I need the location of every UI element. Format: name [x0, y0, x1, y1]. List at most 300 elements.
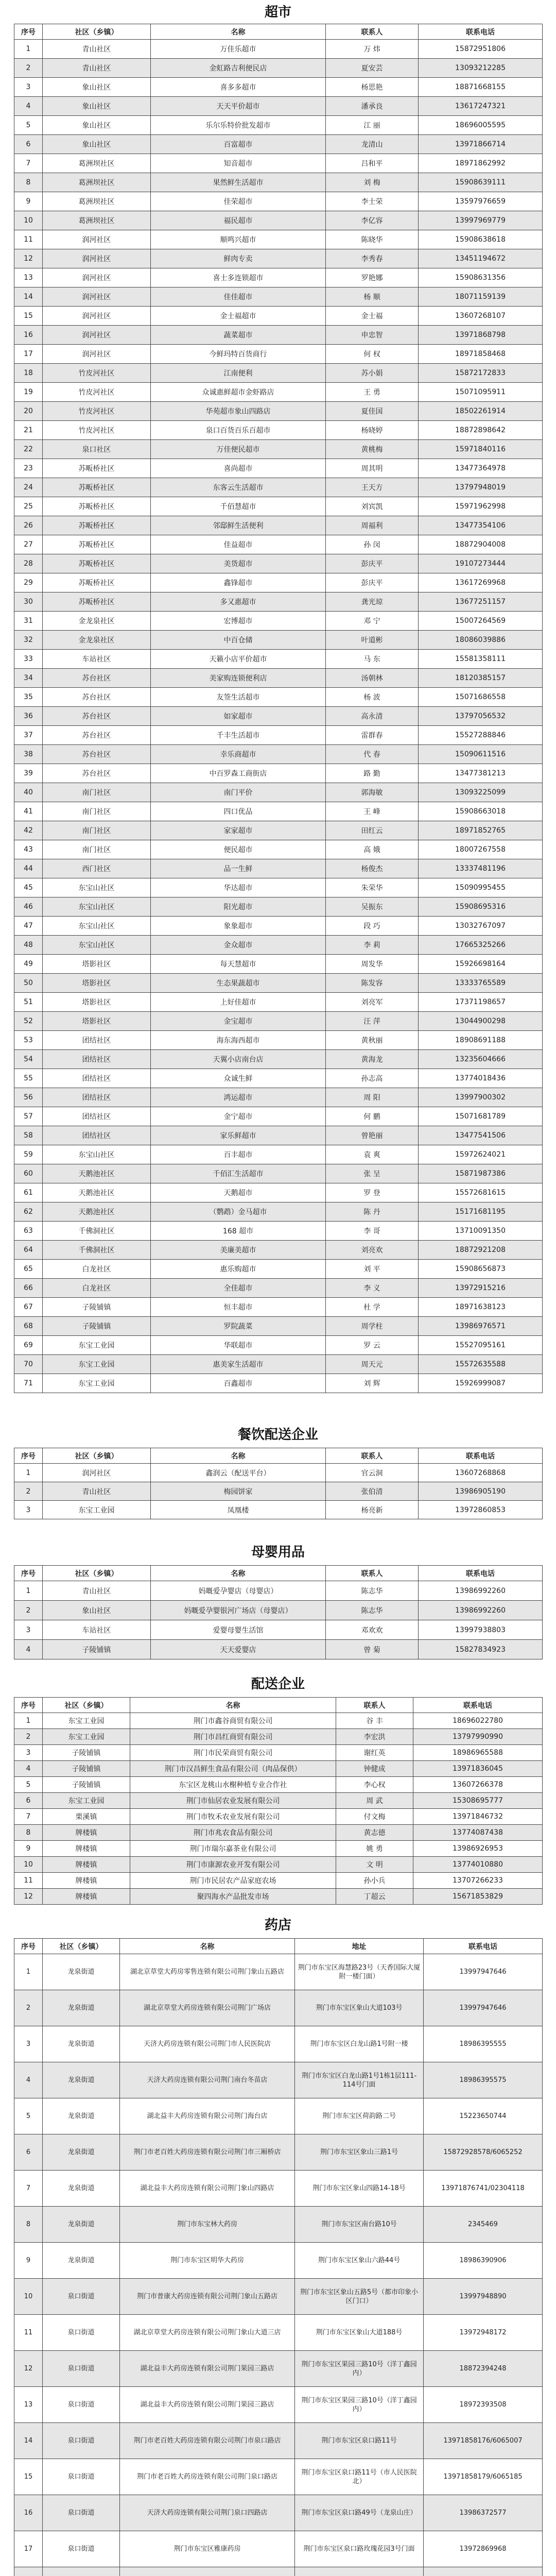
cell-phone: 15527095161	[419, 1336, 543, 1355]
cell-phone: 15908639111	[419, 173, 543, 192]
cell-phone: 13997969779	[419, 211, 543, 230]
table-row	[14, 1990, 543, 2026]
cell-phone: 13797948019	[419, 478, 543, 497]
table-row	[14, 612, 543, 631]
cell-name: 中百仓储	[151, 631, 326, 650]
cell-phone: 18120385157	[419, 669, 543, 688]
column-header: 社区（乡镇）	[43, 24, 151, 40]
cell-contact: 陈志华	[326, 1601, 419, 1620]
cell-index: 40	[14, 783, 43, 802]
cell-phone: 13986926953	[413, 1841, 543, 1857]
cell-name: 妈嘅爱孕婴店（母婴店）	[151, 1581, 326, 1601]
cell-index: 66	[14, 1279, 43, 1298]
cell-contact: 代 春	[326, 745, 419, 764]
table-row	[14, 478, 543, 497]
column-header: 名称	[120, 1939, 295, 1954]
cell-contact: 曾 菊	[326, 1640, 419, 1659]
cell-name: 友签生活超市	[151, 688, 326, 707]
cell-contact: 江 丽	[326, 116, 419, 135]
table-row	[14, 1183, 543, 1202]
cell-name: 生态果蔬超市	[151, 974, 326, 993]
cell-contact: 周福利	[326, 516, 419, 535]
column-header: 联系人	[326, 1448, 419, 1464]
cell-phone: 13677251157	[419, 592, 543, 612]
cell-community: 苏畈桥社区	[43, 459, 151, 478]
table-row	[14, 2243, 543, 2279]
table-row	[14, 1088, 543, 1107]
cell-phone: 13971858179/6065185	[424, 2459, 543, 2495]
cell-index: 8	[14, 2207, 43, 2243]
table-row	[14, 230, 543, 249]
table-row	[14, 173, 543, 192]
cell-contact: 周 阳	[326, 1088, 419, 1107]
cell-phone: 15581358111	[419, 650, 543, 669]
cell-phone: 13986905190	[419, 1482, 543, 1501]
cell-name: 恒丰超市	[151, 1298, 326, 1317]
column-header: 序号	[14, 24, 43, 40]
cell-phone: 13971836045	[413, 1761, 543, 1777]
catering-table	[14, 1448, 543, 1519]
cell-index: 10	[14, 1857, 43, 1873]
cell-name: 全佳超市	[151, 1279, 326, 1298]
cell-community: 青山社区	[43, 1581, 151, 1601]
cell-community: 润河社区	[43, 249, 151, 268]
cell-index: 1	[14, 1581, 43, 1601]
cell-contact: 刘 平	[326, 1260, 419, 1279]
cell-contact: 叶道彬	[326, 631, 419, 650]
cell-community: 东宝工业园	[43, 1713, 130, 1729]
cell-index: 57	[14, 1107, 43, 1126]
cell-community: 竹皮河社区	[43, 421, 151, 440]
cell-index: 55	[14, 1069, 43, 1088]
cell-phone: 13972860853	[419, 1501, 543, 1519]
cell-name: 美货超市	[151, 554, 326, 573]
cell-contact: 张 呈	[326, 1164, 419, 1183]
cell-name: 千佰慧超市	[151, 497, 326, 516]
cell-name: 荆门市普康大药房连锁有限公司荆门象山五路店	[120, 2279, 295, 2315]
cell-name: 家乐鲜超市	[151, 1126, 326, 1145]
cell-index: 9	[14, 2243, 43, 2279]
cell-phone: 2345469	[424, 2207, 543, 2243]
cell-index: 65	[14, 1260, 43, 1279]
cell-name: 四口优品	[151, 802, 326, 821]
cell-community: 泉口街道	[43, 2351, 120, 2387]
cell-name: 金宁超市	[151, 1107, 326, 1126]
cell-community: 团结社区	[43, 1069, 151, 1088]
cell-phone: 13986992260	[419, 1601, 543, 1620]
cell-contact: 杨俊杰	[326, 859, 419, 878]
cell-name: 罗院蔬菜	[151, 1317, 326, 1336]
cell-community: 牌楼镇	[43, 1825, 130, 1841]
cell-community: 东宝工业园	[43, 1374, 151, 1393]
cell-index: 36	[14, 707, 43, 726]
cell-phone: 19107273444	[419, 554, 543, 573]
cell-index: 12	[14, 1889, 43, 1905]
cell-contact: 荆门市东宝区南台路10号	[295, 2207, 424, 2243]
cell-community: 青山社区	[43, 59, 151, 78]
baby-table	[14, 1565, 543, 1659]
cell-contact: 张伯清	[326, 1482, 419, 1501]
cell-community: 竹皮河社区	[43, 364, 151, 383]
cell-name: 品一生鲜	[151, 859, 326, 878]
cell-name: 众诚惠鲜超市金虾路店	[151, 383, 326, 402]
cell-name: 鑫润云（配送平台）	[151, 1464, 326, 1482]
cell-index: 41	[14, 802, 43, 821]
cell-index: 14	[14, 287, 43, 307]
table-row	[14, 802, 543, 821]
table-row	[14, 1761, 543, 1777]
cell-contact: 荆门市东宝区白龙山路1号1栋1层111-114号门面	[295, 2062, 424, 2098]
cell-contact: 荆门市东宝区白龙山路1号附一楼	[295, 2026, 424, 2062]
cell-index: 12	[14, 249, 43, 268]
cell-phone	[424, 2567, 543, 2576]
table-row	[14, 2098, 543, 2134]
cell-phone: 13093212285	[419, 59, 543, 78]
cell-contact: 姚 勇	[336, 1841, 413, 1857]
cell-index: 4	[14, 2062, 43, 2098]
cell-index: 7	[14, 154, 43, 173]
cell-phone: 15908656873	[419, 1260, 543, 1279]
table-row	[14, 211, 543, 230]
cell-contact: 杨亮新	[326, 1501, 419, 1519]
table-row	[14, 669, 543, 688]
cell-name	[120, 2567, 295, 2576]
cell-contact: 周发华	[326, 955, 419, 974]
cell-community: 竹皮河社区	[43, 383, 151, 402]
cell-phone: 15871987386	[419, 1164, 543, 1183]
cell-index: 15	[14, 2459, 43, 2495]
table-row	[14, 535, 543, 554]
cell-phone: 18696005595	[419, 116, 543, 135]
cell-index: 47	[14, 917, 43, 936]
table-row	[14, 2062, 543, 2098]
cell-contact: 周其明	[326, 459, 419, 478]
column-header: 社区（乡镇）	[43, 1939, 120, 1954]
cell-community: 东宝山社区	[43, 917, 151, 936]
cell-contact: 杨思艳	[326, 78, 419, 97]
cell-community: 泉口街道	[43, 2495, 120, 2531]
cell-name: 湖北京草堂大药房连锁有限公司荆门广场店	[120, 1990, 295, 2026]
pharmacy-table	[14, 1938, 543, 2576]
cell-phone: 15671853829	[413, 1889, 543, 1905]
cell-name: 鑫锋超市	[151, 573, 326, 592]
cell-community: 青山社区	[43, 40, 151, 59]
cell-name: 荆门市东宝林大药房	[120, 2207, 295, 2243]
cell-name: 众诚生鲜	[151, 1069, 326, 1088]
cell-phone: 13607266378	[413, 1777, 543, 1793]
cell-community: 象山社区	[43, 116, 151, 135]
cell-contact: 王天方	[326, 478, 419, 497]
table-row	[14, 78, 543, 97]
cell-community: 龙泉街道	[43, 2243, 120, 2279]
cell-index: 53	[14, 1031, 43, 1050]
table-row	[14, 1374, 543, 1393]
cell-name: 东宝区龙桃山水榭种植专业合作社	[130, 1777, 336, 1793]
cell-index: 25	[14, 497, 43, 516]
cell-community: 苏畈桥社区	[43, 592, 151, 612]
cell-contact: 荆门市东宝区荷韵路二号	[295, 2098, 424, 2134]
cell-community: 塔影社区	[43, 955, 151, 974]
cell-index: 5	[14, 2098, 43, 2134]
cell-name: 百鑫超市	[151, 1374, 326, 1393]
cell-phone: 18986395575	[424, 2062, 543, 2098]
cell-contact: 孙小兵	[336, 1873, 413, 1889]
table-row	[14, 268, 543, 287]
cell-phone: 13997900302	[419, 1088, 543, 1107]
cell-name: 天济大药房连锁有限公司荆门市人民医院店	[120, 2026, 295, 2062]
cell-name: 妈嘅爱孕婴银河广场店（母婴店）	[151, 1601, 326, 1620]
cell-community: 竹皮河社区	[43, 402, 151, 421]
cell-index: 8	[14, 173, 43, 192]
table-row	[14, 1464, 543, 1482]
cell-name: 荆门市老百姓大药房连锁有限公司荆门泉口路店	[120, 2459, 295, 2495]
cell-contact: 孙 闵	[326, 535, 419, 554]
cell-phone: 13093225099	[419, 783, 543, 802]
table-row	[14, 1729, 543, 1745]
cell-contact: 曾艳丽	[326, 1126, 419, 1145]
cell-contact: 陈 丹	[326, 1202, 419, 1222]
cell-index: 59	[14, 1145, 43, 1164]
cell-phone: 15908663018	[419, 802, 543, 821]
cell-name: 蔬菜超市	[151, 326, 326, 345]
cell-name: 福民超市	[151, 211, 326, 230]
cell-index: 19	[14, 383, 43, 402]
cell-community: 象山社区	[43, 78, 151, 97]
table-row	[14, 154, 543, 173]
cell-index: 52	[14, 1012, 43, 1031]
cell-community: 润河社区	[43, 307, 151, 326]
section-title-pharmacy: 药店	[264, 1918, 291, 1933]
cell-contact: 金士福	[326, 307, 419, 326]
cell-name: 湖北京草堂大药房连锁有限公司荆门象山大道三店	[120, 2315, 295, 2351]
table-row	[14, 1164, 543, 1183]
cell-phone: 13710091350	[419, 1222, 543, 1241]
cell-name: 千丰生活超市	[151, 726, 326, 745]
cell-name: 如家超市	[151, 707, 326, 726]
table-header-row	[14, 24, 543, 40]
table-header-row	[14, 1939, 543, 1954]
cell-name: 天籁小店平价超市	[151, 650, 326, 669]
section-title-baby: 母婴用品	[251, 1545, 305, 1560]
cell-phone: 15908638618	[419, 230, 543, 249]
cell-index: 68	[14, 1317, 43, 1336]
column-header: 序号	[14, 1448, 43, 1464]
cell-community: 龙泉街道	[43, 2134, 120, 2171]
cell-name: 湖北京草堂大药房零售连锁有限公司荆门象山五路店	[120, 1954, 295, 1990]
cell-community: 苏畈桥社区	[43, 516, 151, 535]
cell-phone: 13607268107	[419, 307, 543, 326]
cell-community: 龙泉街道	[43, 2098, 120, 2134]
cell-contact: 吴振东	[326, 897, 419, 917]
cell-phone: 15090611516	[419, 745, 543, 764]
cell-phone: 13477381213	[419, 764, 543, 783]
table-row	[14, 459, 543, 478]
cell-phone: 18986390906	[424, 2243, 543, 2279]
cell-contact: 谢红英	[336, 1745, 413, 1761]
cell-name: 天天爱婴店	[151, 1640, 326, 1659]
table-row	[14, 116, 543, 135]
cell-name: 海东海西超市	[151, 1031, 326, 1050]
cell-phone: 15527288846	[419, 726, 543, 745]
cell-phone: 13477541506	[419, 1126, 543, 1145]
cell-community: 白龙社区	[43, 1279, 151, 1298]
cell-index: 3	[14, 1620, 43, 1640]
cell-index: 28	[14, 554, 43, 573]
cell-name: 金士福超市	[151, 307, 326, 326]
cell-contact: 黄秋丽	[326, 1031, 419, 1050]
cell-index: 10	[14, 2279, 43, 2315]
cell-community: 青山社区	[43, 1482, 151, 1501]
cell-contact: 郭海敏	[326, 783, 419, 802]
cell-name: 天天平价超市	[151, 97, 326, 116]
cell-contact: 邓欢欢	[326, 1620, 419, 1640]
cell-community: 葛洲坝社区	[43, 211, 151, 230]
cell-community: 东宝工业园	[43, 1793, 130, 1809]
cell-community: 南门社区	[43, 802, 151, 821]
cell-name: 梅园饼家	[151, 1482, 326, 1501]
table-row	[14, 1713, 543, 1729]
cell-index: 16	[14, 326, 43, 345]
cell-name: 金众超市	[151, 936, 326, 955]
cell-name: 金宝超市	[151, 1012, 326, 1031]
cell-phone: 13971868798	[419, 326, 543, 345]
column-header: 联系电话	[419, 1448, 543, 1464]
table-row	[14, 1336, 543, 1355]
cell-name: 邻邸鲜生活便利	[151, 516, 326, 535]
cell-community: 泉口街道	[43, 2459, 120, 2495]
cell-name: 万佳乐超市	[151, 40, 326, 59]
cell-community: 金龙泉社区	[43, 631, 151, 650]
cell-phone: 18871668155	[419, 78, 543, 97]
cell-community: 天鹅池社区	[43, 1164, 151, 1183]
cell-index: 2	[14, 1601, 43, 1620]
cell-phone: 18502261914	[419, 402, 543, 421]
cell-index: 4	[14, 1761, 43, 1777]
cell-community: 团结社区	[43, 1031, 151, 1050]
cell-phone: 13972869968	[424, 2531, 543, 2567]
cell-contact: 罗 云	[326, 1336, 419, 1355]
cell-community: 栗溪镇	[43, 1809, 130, 1825]
cell-phone: 13617247321	[419, 97, 543, 116]
table-row	[14, 1241, 543, 1260]
cell-contact: 朱荣华	[326, 878, 419, 897]
cell-contact: 雷群春	[326, 726, 419, 745]
cell-phone: 15071681789	[419, 1107, 543, 1126]
cell-contact: 钟健成	[336, 1761, 413, 1777]
cell-index: 2	[14, 1729, 43, 1745]
cell-community: 苏台社区	[43, 726, 151, 745]
cell-index: 62	[14, 1202, 43, 1222]
cell-contact: 荆门市东宝区泉口路49号（龙泉山庄）	[295, 2495, 424, 2531]
cell-index: 13	[14, 268, 43, 287]
cell-community: 白龙社区	[43, 1260, 151, 1279]
cell-name: 江南便利	[151, 364, 326, 383]
cell-name: （鹦鹉）金马超市	[151, 1202, 326, 1222]
cell-name: 顺鸣兴超市	[151, 230, 326, 249]
cell-community: 团结社区	[43, 1126, 151, 1145]
cell-name: 聚四海水产品批发市场	[130, 1889, 336, 1905]
table-header-row	[14, 1448, 543, 1464]
cell-phone: 18086039886	[419, 631, 543, 650]
cell-contact: 李亿容	[326, 211, 419, 230]
cell-name: 多又惠超市	[151, 592, 326, 612]
cell-index: 27	[14, 535, 43, 554]
cell-name: 佳荣超市	[151, 192, 326, 211]
cell-phone: 15926999087	[419, 1374, 543, 1393]
cell-community: 苏畈桥社区	[43, 497, 151, 516]
cell-index: 35	[14, 688, 43, 707]
cell-contact: 陈发容	[326, 974, 419, 993]
cell-contact: 夏佳国	[326, 402, 419, 421]
cell-index: 23	[14, 459, 43, 478]
cell-community: 子陵铺镇	[43, 1640, 151, 1659]
cell-community: 泉口社区	[43, 440, 151, 459]
cell-phone: 13986372577	[424, 2495, 543, 2531]
table-row	[14, 917, 543, 936]
cell-community: 西门社区	[43, 859, 151, 878]
cell-index: 67	[14, 1298, 43, 1317]
cell-community: 子陵铺镇	[43, 1298, 151, 1317]
cell-index	[14, 2567, 43, 2576]
table-header-row	[14, 1698, 543, 1713]
cell-name: 惠乐购超市	[151, 1260, 326, 1279]
cell-contact: 荆门市东宝区泉口路玫瑰花园3号门面	[295, 2531, 424, 2567]
cell-contact: 李士荣	[326, 192, 419, 211]
cell-phone: 13774018436	[419, 1069, 543, 1088]
cell-index: 17	[14, 2531, 43, 2567]
cell-contact: 王 峰	[326, 802, 419, 821]
cell-index: 10	[14, 211, 43, 230]
cell-phone: 15171681195	[419, 1202, 543, 1222]
table-row	[14, 1640, 543, 1659]
cell-community: 团结社区	[43, 1107, 151, 1126]
supermarket-table	[14, 24, 543, 1393]
table-row	[14, 1222, 543, 1241]
table-row	[14, 2495, 543, 2531]
cell-name: 美家购连锁便利店	[151, 669, 326, 688]
cell-community	[43, 2567, 120, 2576]
cell-index: 43	[14, 840, 43, 859]
cell-phone: 15872172833	[419, 364, 543, 383]
table-row	[14, 1601, 543, 1620]
cell-contact: 文 明	[336, 1857, 413, 1873]
table-row	[14, 1126, 543, 1145]
cell-index: 71	[14, 1374, 43, 1393]
cell-index: 4	[14, 1640, 43, 1659]
cell-name: 荆门市民荣商贸有限公司	[130, 1745, 336, 1761]
cell-contact: 黄志德	[336, 1825, 413, 1841]
cell-community: 苏畈桥社区	[43, 554, 151, 573]
cell-contact: 荆门市东宝区泉口路11号	[295, 2423, 424, 2459]
cell-phone: 13971846732	[413, 1809, 543, 1825]
cell-contact: 王 勇	[326, 383, 419, 402]
table-row	[14, 364, 543, 383]
table-row	[14, 764, 543, 783]
cell-contact: 潘承良	[326, 97, 419, 116]
cell-community: 牌楼镇	[43, 1873, 130, 1889]
cell-phone: 15926698164	[419, 955, 543, 974]
column-header: 联系人	[326, 1566, 419, 1581]
cell-contact: 黄桃梅	[326, 440, 419, 459]
cell-index: 45	[14, 878, 43, 897]
cell-community: 东宝工业园	[43, 1336, 151, 1355]
table-row	[14, 1012, 543, 1031]
table-row	[14, 97, 543, 116]
cell-index: 44	[14, 859, 43, 878]
cell-name: 宏博超市	[151, 612, 326, 631]
cell-community: 龙泉街道	[43, 2171, 120, 2207]
cell-contact: 段 巧	[326, 917, 419, 936]
